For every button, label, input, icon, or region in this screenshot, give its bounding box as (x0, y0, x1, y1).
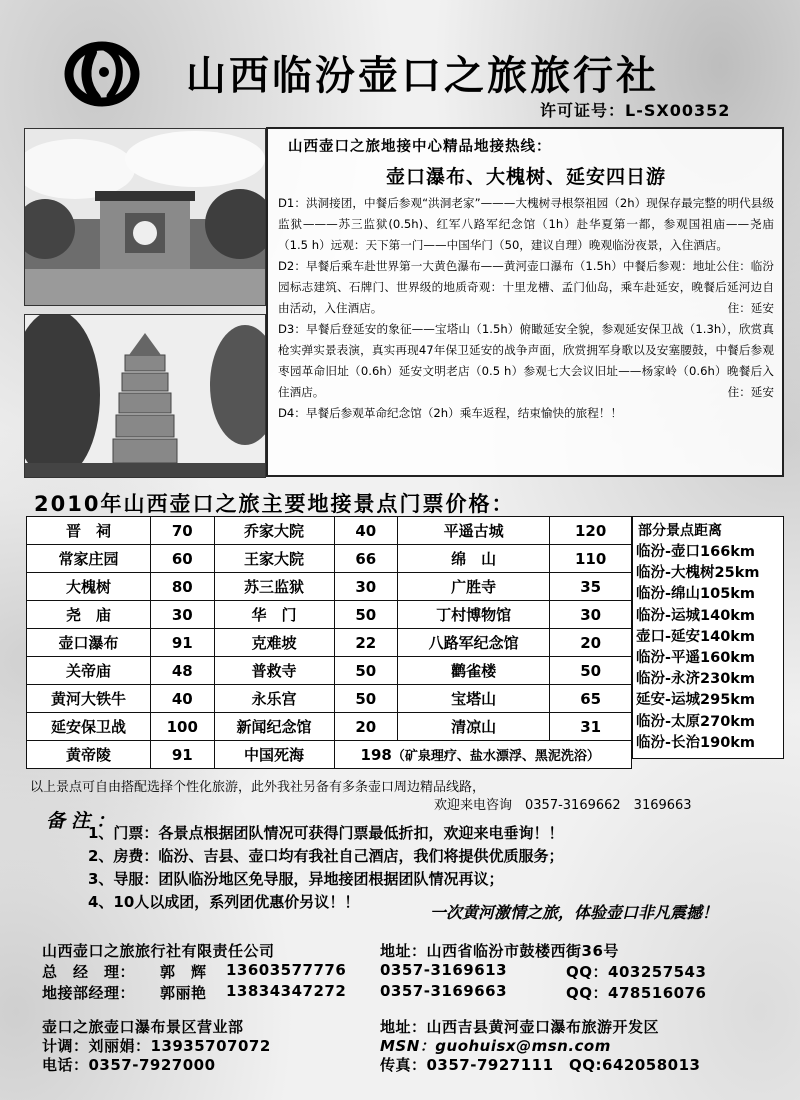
day-text: D2：早餐后乘车赴世界第一大黄色瀑布——黄河壶口瀑布（1.5h）中餐后参观：地址公园标志建筑、石牌门、世界级的地质奇观：十里龙槽、孟门仙岛，乘车赴延安，晚餐后延河边自由活动，入住酒店。 (278, 259, 774, 315)
ticket-price: 91 (151, 629, 215, 657)
attraction-name: 王家大院 (214, 545, 334, 573)
day-text: D3：早餐后登延安的象征——宝塔山（1.5h）俯瞰延安全貌，参观延安保卫战（1.3h），欣赏真枪实弹实景表演，真实再现47年保卫延安的战争声面，欣赏拥军身歌以及安塞腰鼓，中餐后参观枣园革命旧址（0.6h）延安文明老店（0.5 h）参观七大会议旧址——杨家岭（0.6h）晚餐后入住酒店。 (278, 322, 774, 399)
attraction-name: 黄帝陵 (27, 741, 151, 769)
ticket-price: 20 (334, 713, 398, 741)
ticket-price-table (26, 516, 632, 769)
manager-mobile: 13603577776 (226, 961, 347, 979)
distance-list (636, 542, 783, 754)
distance-item: 壶口-延安140km (636, 628, 756, 645)
price-table-title: 2010年山西壶口之旅主要地接景点门票价格： (34, 492, 515, 516)
itinerary-heading: 山西壶口之旅地接中心精品地接热线： (288, 139, 552, 155)
ticket-price: 30 (550, 601, 632, 629)
attraction-name: 普救寺 (214, 657, 334, 685)
attraction-name: 广胜寺 (398, 573, 550, 601)
price-row (27, 573, 632, 601)
ticket-price: 91 (151, 741, 215, 769)
attraction-name: 尧 庙 (27, 601, 151, 629)
price-row (27, 657, 632, 685)
ticket-price: 110 (550, 545, 632, 573)
attraction-name: 华 门 (214, 601, 334, 629)
ticket-price: 65 (550, 685, 632, 713)
itinerary-subtitle: 壶口瀑布、大槐树、延安四日游 (385, 166, 666, 188)
slogan: 一次黄河激情之旅，体验壶口非凡震撼！ (430, 903, 719, 922)
dead-sea-activities: （矿泉理疗、盐水漂浮、黑泥洗浴） (391, 749, 600, 764)
office-name: 壶口之旅壶口瀑布景区营业部 (42, 1018, 244, 1036)
attraction-name: 鹳雀楼 (398, 657, 550, 685)
attraction-name: 清凉山 (398, 713, 550, 741)
ticket-price: 31 (550, 713, 632, 741)
ticket-price: 50 (334, 601, 398, 629)
remark-item: 4、10人以成团，系列团优惠价另议！！ (88, 893, 360, 911)
remark-title: 备注： (46, 810, 122, 832)
attraction-name: 丁村博物馆 (398, 601, 550, 629)
price-row (27, 601, 632, 629)
ticket-price: 40 (151, 685, 215, 713)
company-name: 山西壶口之旅旅行社有限责任公司 (42, 942, 275, 960)
ticket-price: 50 (550, 657, 632, 685)
ticket-price: 80 (151, 573, 215, 601)
itinerary-day-1 (278, 193, 774, 273)
distance-item: 临汾-平遥160km (636, 650, 756, 667)
attraction-name: 晋 祠 (27, 517, 151, 545)
attraction-name: 苏三监狱 (214, 573, 334, 601)
remark-item: 1、门票：各景点根据团队情况可获得门票最低折扣，欢迎来电垂询！！ (88, 824, 564, 842)
ticket-price: 30 (151, 601, 215, 629)
attraction-name: 黄河大铁牛 (27, 685, 151, 713)
ticket-price: 50 (334, 685, 398, 713)
price-row (27, 629, 632, 657)
attraction-name: 八路军纪念馆 (398, 629, 550, 657)
office-phone: 电话：0357-7927000 (42, 1056, 216, 1074)
ticket-price: 120 (550, 517, 632, 545)
distance-item: 临汾-绵山105km (636, 586, 756, 603)
company-logo-icon (62, 38, 142, 108)
license-number: 许可证号：L-SX00352 (540, 101, 731, 120)
attraction-name: 宝塔山 (398, 685, 550, 713)
day-text: D4：早餐后参观革命纪念馆（2h）乘车返程，结束愉快的旅程！！ (278, 406, 623, 420)
manager-name: 郭 辉 (160, 963, 207, 981)
distance-item: 临汾-长治190km (636, 734, 756, 751)
attraction-name: 平遥古城 (398, 517, 550, 545)
dead-sea-price-cell (334, 741, 631, 769)
attraction-name: 延安保卫战 (27, 713, 151, 741)
office-address: 地址：山西吉县黄河壶口瀑布旅游开发区 (380, 1018, 660, 1036)
price-row (27, 685, 632, 713)
distance-box (632, 516, 784, 759)
price-row (27, 517, 632, 545)
attraction-name: 新闻纪念馆 (214, 713, 334, 741)
ticket-price: 50 (334, 657, 398, 685)
manager-qq: QQ：403257543 (566, 963, 707, 981)
dept-phone: 0357-3169663 (380, 982, 508, 1000)
itinerary-day-3 (278, 319, 774, 403)
company-title: 山西临汾壶口之旅旅行社 (186, 53, 659, 99)
day-stay: 住：临汾 (727, 259, 774, 273)
attraction-name: 壶口瀑布 (27, 629, 151, 657)
attraction-name: 克难坡 (214, 629, 334, 657)
dept-qq: QQ：478516076 (566, 984, 707, 1002)
distance-item: 临汾-太原270km (636, 713, 756, 730)
distance-item: 延安-运城295km (636, 692, 756, 709)
company-address: 地址：山西省临汾市鼓楼西街36号 (380, 942, 619, 960)
attraction-name: 大槐树 (27, 573, 151, 601)
attraction-name: 绵 山 (398, 545, 550, 573)
itinerary-box (266, 127, 784, 477)
day-text: D1：洪洞接团，中餐后参观“洪洞老家”———大槐树寻根祭祖园（2h）现保存最完整的明代县级监狱———苏三监狱(0.5h)、红军八路军纪念馆（1h）赴华夏第一都，参观国祖庙——尧庙（1.5 h）远观：天下第一门——中国华门（50，建议自理）晚观临汾夜景，入住酒店。 (278, 196, 774, 252)
manager-label: 总 经 理： (42, 963, 136, 981)
remark-item: 2、房费：临汾、吉县、壶口均有我社自己酒店，我们将提供优质服务； (88, 847, 564, 865)
dept-mobile: 13834347272 (226, 982, 347, 1000)
ticket-price: 60 (151, 545, 215, 573)
temple-gate-photo (24, 128, 266, 306)
itinerary-day-4 (278, 403, 774, 424)
ticket-price: 66 (334, 545, 398, 573)
ticket-price: 70 (151, 517, 215, 545)
dept-label: 地接部经理： (42, 984, 136, 1002)
msn-contact: MSN：guohuisx@msn.com (380, 1037, 611, 1055)
manager-phone: 0357-3169613 (380, 961, 508, 979)
office-fax: 传真：0357-7927111 QQ:642058013 (380, 1056, 701, 1074)
attraction-name: 永乐宫 (214, 685, 334, 713)
remark-item: 3、导服：团队临汾地区免导服，异地接团根据团队情况再议； (88, 870, 504, 888)
price-row (27, 741, 632, 769)
attraction-name: 关帝庙 (27, 657, 151, 685)
attraction-name: 常家庄园 (27, 545, 151, 573)
ticket-price: 100 (151, 713, 215, 741)
price-row (27, 713, 632, 741)
route-note: 以上景点可自由搭配选择个性化旅游，此外我社另备有多条壶口周边精品线路， (30, 780, 486, 795)
ticket-price: 20 (550, 629, 632, 657)
attraction-name: 中国死海 (214, 741, 334, 769)
distance-item: 临汾-永济230km (636, 671, 756, 688)
pagoda-photo (24, 314, 266, 478)
day-stay: 住：延安 (727, 385, 774, 399)
ticket-price: 48 (151, 657, 215, 685)
consult-phone: 欢迎来电咨询 0357-3169662 3169663 (434, 798, 692, 813)
distance-item: 临汾-运城140km (636, 607, 756, 624)
attraction-name: 乔家大院 (214, 517, 334, 545)
ticket-price: 40 (334, 517, 398, 545)
ticket-price: 198 (360, 746, 392, 764)
ticket-price: 30 (334, 573, 398, 601)
distance-item: 临汾-大槐树25km (636, 565, 760, 582)
ticket-price: 35 (550, 573, 632, 601)
day-stay: 住：延安 (727, 301, 774, 315)
price-row (27, 545, 632, 573)
ticket-price: 22 (334, 629, 398, 657)
scheduler-contact: 计调：刘丽娟：13935707072 (42, 1037, 271, 1055)
dept-name: 郭丽艳 (160, 984, 207, 1002)
distance-title: 部分景点距离 (638, 523, 722, 539)
distance-item: 临汾-壶口166km (636, 544, 756, 560)
itinerary-day-2 (278, 256, 774, 319)
